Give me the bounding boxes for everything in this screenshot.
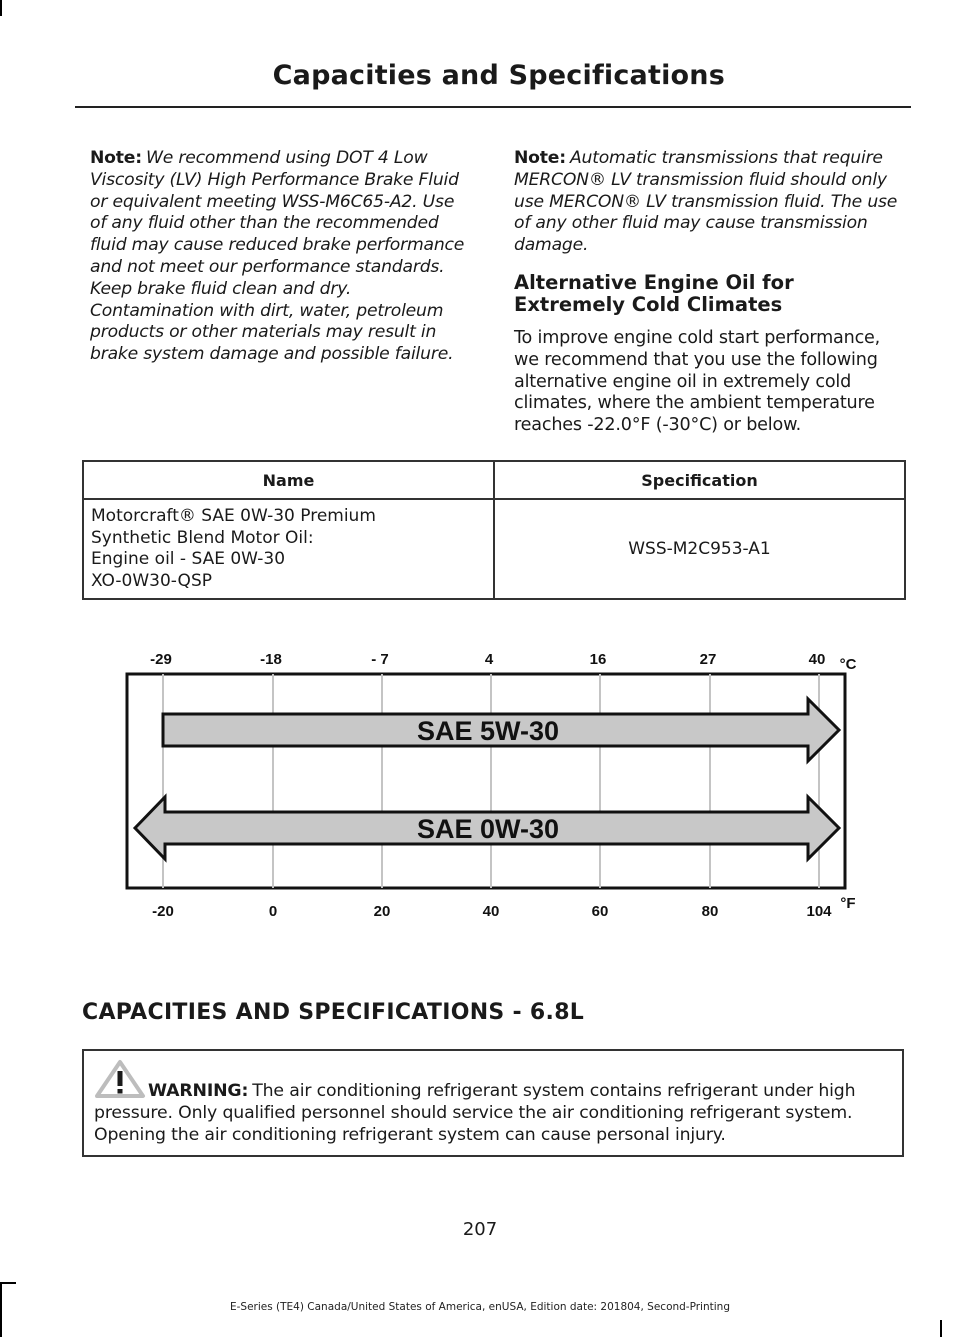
header-name: Name [83,461,494,499]
crop-mark [940,1320,942,1337]
celsius-tick-label: -29 [150,651,172,668]
celsius-tick-label: 40 [808,651,826,668]
page-number: 207 [462,1219,498,1240]
celsius-unit-label: °C [839,656,857,673]
oil-spec-table [82,460,906,600]
note-text: We recommend using DOT 4 Low Viscosity (LV) High Performance Brake Fluid or equivalent meeting WSS-M6C65-A2. Use of any fluid other than the recommended fluid may cause reduced brake performance and not meet our performance standards. Keep brake fluid clean and dry. Contamination with dirt, water, petroleum products or other materials may result in brake system damage and possible failure. [90,148,465,365]
oil-name-line: XO-0W30-QSP [91,570,212,591]
note-brake-fluid [90,148,475,366]
fahrenheit-unit-label: °F [840,895,856,912]
fahrenheit-tick-label: 20 [373,903,391,920]
title-divider [75,106,911,108]
section-heading: CAPACITIES AND SPECIFICATIONS - 6.8L [82,1000,585,1025]
cell-specification: WSS-M2C953-A1 [494,499,905,599]
note-label: Note: [90,148,142,168]
page-title: Capacities and Specifications [272,60,725,91]
celsius-tick-label: 27 [699,651,717,668]
cell-oil-name [83,499,494,599]
celsius-tick-label: 4 [484,651,494,668]
table-row [83,499,905,599]
note-label: Note: [514,148,566,168]
fahrenheit-tick-label: 60 [591,903,609,920]
celsius-tick-label: -18 [260,651,282,668]
chart-frame [127,674,845,888]
warning-label: WARNING: [148,1081,249,1101]
oil-grade-label: SAE 5W-30 [416,716,560,746]
crop-mark [0,1282,16,1284]
note-transmission-fluid [514,148,909,257]
fahrenheit-tick-label: 40 [482,903,500,920]
note-text: Automatic transmissions that require MERCON® LV transmission fluid should only use MERCON® LV transmission fluid. The use of any other fluid may cause transmission damage. [514,148,898,256]
warning-text [94,1081,894,1146]
warning-message: The air conditioning refrigerant system contains refrigerant under high pressure. Only qualified personnel should service the air conditioning refrigerant system. Opening the air conditioning refrigerant system can cause personal injury. [94,1081,856,1145]
oil-name-line: Engine oil - SAE 0W-30 [91,549,286,569]
table-header-row [83,461,905,499]
fahrenheit-tick-label: 80 [701,903,719,920]
alt-oil-body: To improve engine cold start performance, we recommend that you use the following alternative engine oil in extremely cold climates, where the ambient temperature reaches -22.0°F (-30°C) or below. [514,328,881,436]
oil-name-line: Synthetic Blend Motor Oil: [91,527,314,548]
oil-viscosity-chart [0,630,960,930]
warning-box [82,1049,904,1157]
fahrenheit-tick-label: 104 [806,903,832,920]
crop-mark [0,0,2,16]
celsius-tick-label: - 7 [371,651,389,668]
fahrenheit-tick-label: 0 [268,903,278,920]
oil-name-line: Motorcraft® SAE 0W-30 Premium [91,506,376,526]
footer-edition: E-Series (TE4) Canada/United States of America, enUSA, Edition date: 201804, Second-Printing [229,1301,730,1313]
celsius-tick-label: 16 [589,651,607,668]
header-specification: Specification [494,461,905,499]
fahrenheit-tick-label: -20 [152,903,174,920]
oil-grade-label: SAE 0W-30 [416,814,560,844]
alt-oil-heading: Alternative Engine Oil for Extremely Cold Climates [514,271,794,316]
